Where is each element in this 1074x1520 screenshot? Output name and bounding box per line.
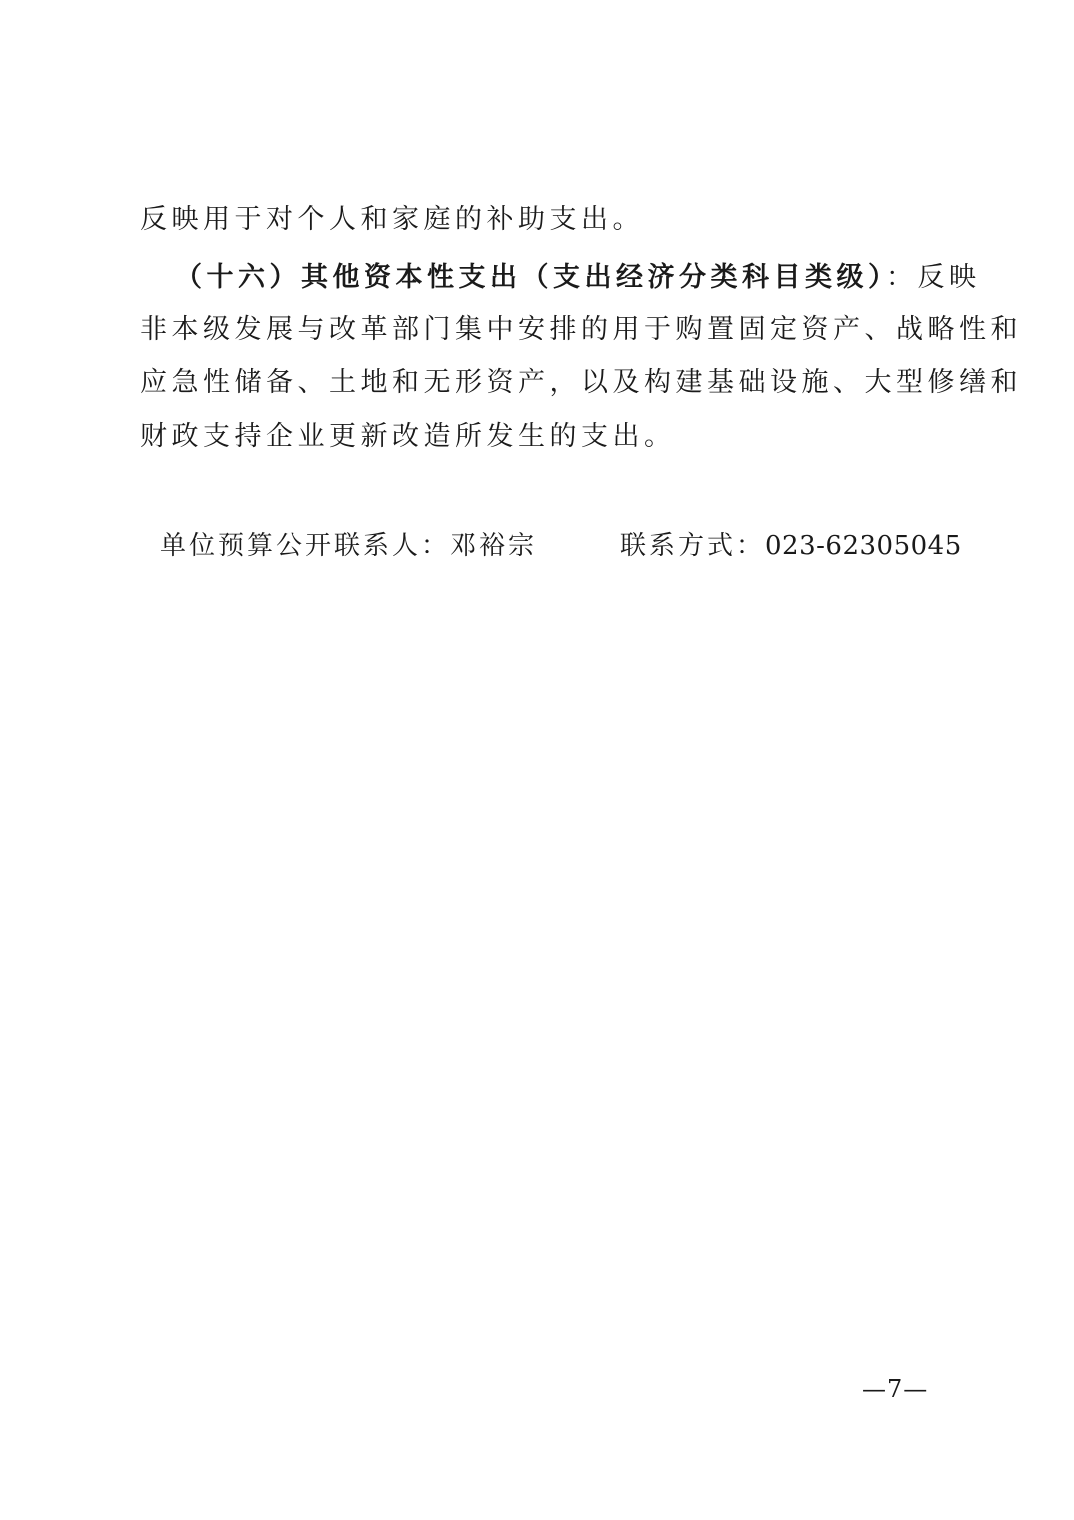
contact-person <box>160 526 537 566</box>
contact-person-label: 单位预算公开联系人： <box>160 531 451 561</box>
contact-phone: 023-62305045 <box>765 531 962 561</box>
page-number: —7— <box>862 1375 929 1403</box>
body-text: ：反映 <box>886 262 981 293</box>
body-text: 反映用于对个人和家庭的补助支出。 <box>140 204 644 235</box>
contact-method <box>620 526 962 566</box>
contact-person-name: 邓裕宗 <box>450 531 538 561</box>
paragraph-line <box>140 200 940 240</box>
contact-method-label: 联系方式： <box>620 531 766 561</box>
section-heading: （十六）其他资本性支出（支出经济分类科目类级） <box>175 262 886 293</box>
section-heading-line <box>175 258 981 298</box>
paragraph-line <box>140 310 1022 350</box>
body-text: 财政支持企业更新改造所发生的支出。 <box>140 421 676 452</box>
paragraph-line <box>140 417 940 457</box>
body-text: 应急性储备、土地和无形资产，以及构建基础设施、大型修缮和 <box>140 367 1022 398</box>
paragraph-line <box>140 363 1022 403</box>
body-text: 非本级发展与改革部门集中安排的用于购置固定资产、战略性和 <box>140 314 1022 345</box>
